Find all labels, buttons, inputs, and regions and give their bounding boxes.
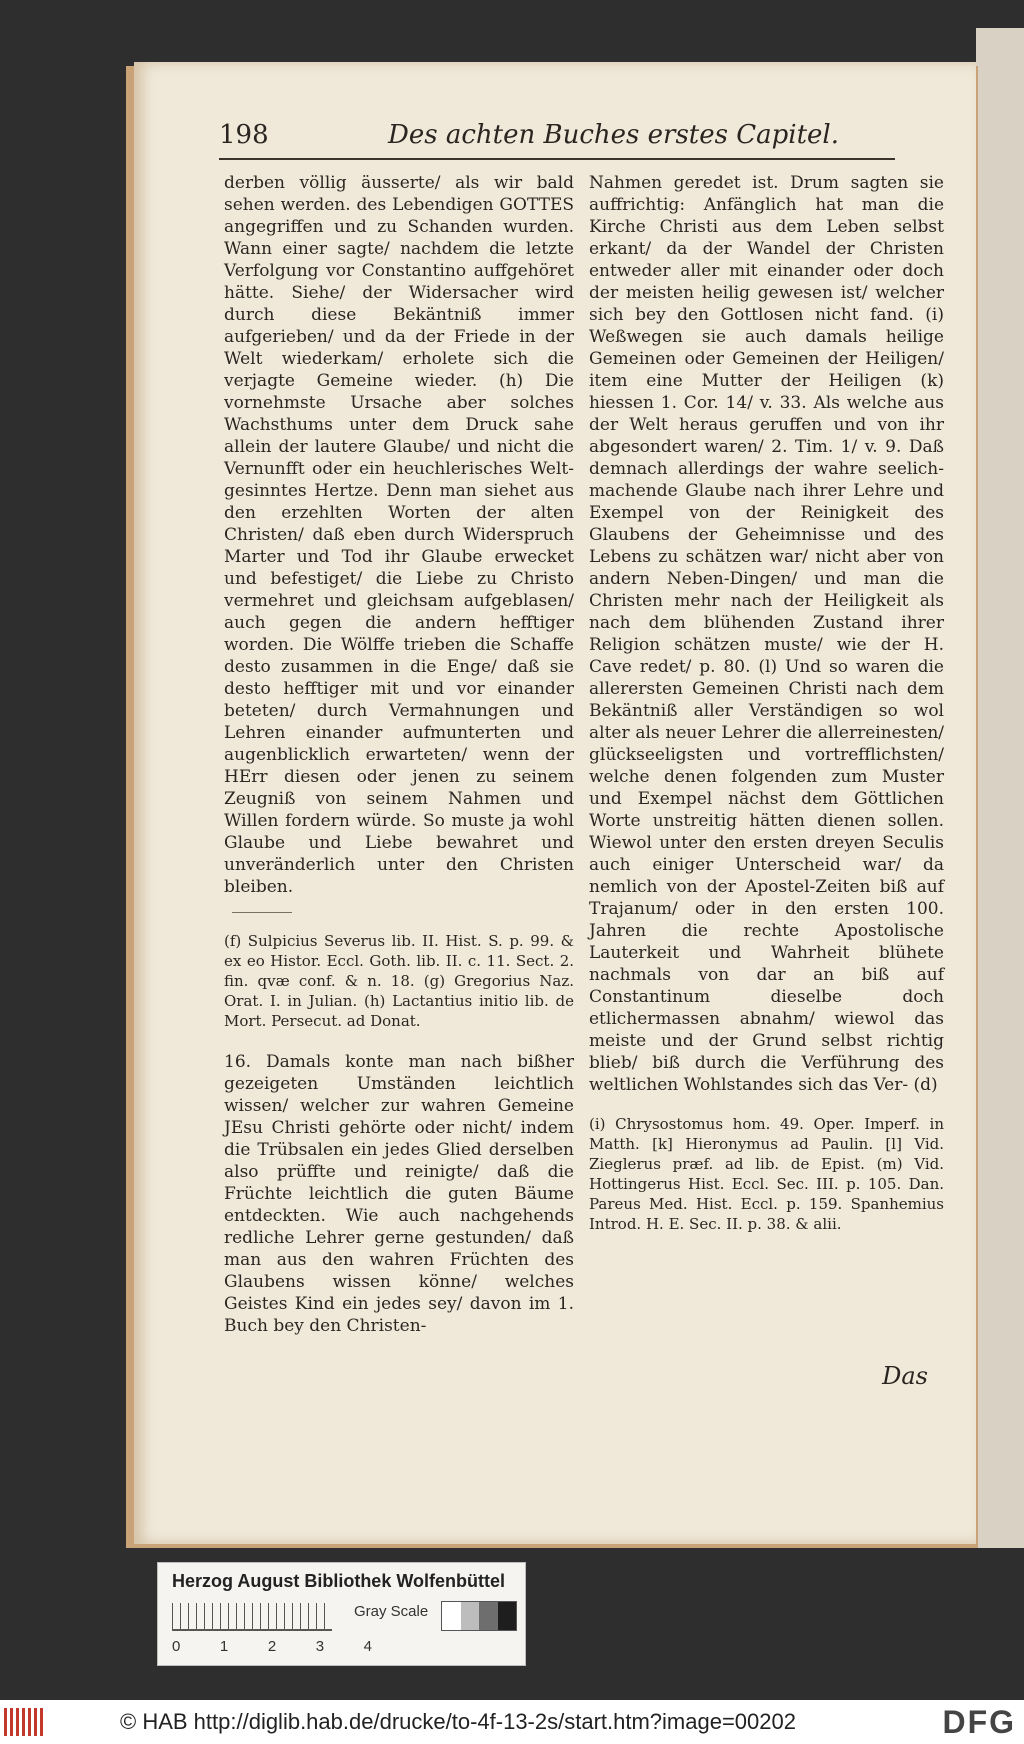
- gray-patch: [442, 1602, 461, 1630]
- ruler-number: 2: [267, 1638, 277, 1655]
- left-footnotes: (f) Sulpicius Severus lib. II. Hist. S. p. 99. & ex eo Histor. Eccl. Goth. lib. II. c. 11. Sect. 2. fin. qvæ conf. & n. 18. (g) Gregorius Naz. Orat. I. in Julian. (h) Lactantius initio lib. de Mort. Persecut. ad Donat.: [224, 932, 574, 1030]
- right-paragraph-1: Nahmen geredet ist. Drum sagten sie auffrichtig: Anfänglich hat man die Kirche Christi aus dem Leben selbst erkant/ da der Wandel der Christen entweder aller mit einander oder doch der meisten heilig gewesen ist/ welcher sich bey den Gottlosen nicht fand. (i) Weßwegen sie auch damals heilige Gemeinen oder Gemeinen der Heiligen/ item eine Mutter der Heiligen (k) hiessen 1. Cor. 14/ v. 33. Als welche aus der Welt heraus geruffen und von ihr abgesondert waren/ 2. Tim. 1/ v. 9. Daß demnach allerdings der wahre seelich-machende Glaube nach ihrer Lehre und Exempel von der Reinigkeit des Glaubens der Geheimnisse und des Lebens zu schätzen war/ nicht aber von andern Neben-Dingen/ und man die Christen mehr nach der Heiligkeit als nach dem blühenden Zustand ihrer Religion schätzen muste/ wie der H. Cave redet/ p. 80. (l) Und so waren die allerersten Gemeinen Christi nach dem Bekäntniß aller Verständigen so wol alter als neuer Lehrer die allerreinesten/ glückseeligsten und vortrefflichsten/ welche denen folgenden zum Muster und Exempel nächst dem Göttlichen Worte unstreitig hätten dienen sollen. Wiewol unter den ersten dreyen Seculis auch einiger Unterscheid war/ da nemlich von der Apostel-Zeiten biß auf Trajanum/ oder in den ersten 100. Jahren die rechte Apostolische Lauterkeit und Wahrheit blühete nachmals von dar an biß auf Constantinum dieselbe doch etlichermassen abnahm/ wiewol das meiste und der Grund selbst richtig blieb/ biß durch die Verführung des weltlichen Wohlstandes sich das Ver- (d): [589, 173, 944, 1095]
- footer-bar: [0, 1700, 1024, 1744]
- footer-url-text[interactable]: © HAB http://diglib.hab.de/drucke/to-4f-13-2s/start.htm?image=00202: [120, 1709, 796, 1734]
- ruler-numbers: [172, 1638, 372, 1655]
- page-header: [219, 120, 839, 160]
- gray-patch: [498, 1602, 517, 1630]
- color-calibration-card: [157, 1562, 526, 1666]
- ruler-number: 4: [363, 1638, 372, 1655]
- gray-scale-patches: [441, 1601, 517, 1631]
- card-title: Herzog August Bibliothek Wolfenbüttel: [172, 1571, 505, 1591]
- ruler-number: 0: [172, 1638, 181, 1655]
- right-footnotes: (i) Chrysostomus hom. 49. Oper. Imperf. in Matth. [k] Hieronymus ad Paulin. [l] Vid. Zieglerus præf. ad lib. de Epist. (m) Vid. Hottingerus Hist. Eccl. Sec. III. p. 105. Dan. Pareus Med. Hist. Eccl. p. 159. Spanhemius Introd. H. E. Sec. II. p. 38. & alii.: [589, 1115, 944, 1233]
- right-column: [589, 172, 944, 1234]
- book-page: [134, 62, 976, 1544]
- gray-patch: [461, 1602, 480, 1630]
- left-paragraph-2: 16. Damals konte man nach bißher gezeigeten Umständen leichtlich wissen/ welcher zur wahren Gemeine JEsu Christi gehörte oder nicht/ indem die Trübsalen ein jedes Glied derselben also prüffte und reinigte/ daß die Früchte leichtlich die guten Bäume entdeckten. Wie auch nachgehends redliche Lehrer gerne gestunden/ daß man aus den wahren Früchten des Glaubens wissen könne/ welches Geistes Kind ein jedes sey/ davon im 1. Buch bey den Christen-: [224, 1052, 574, 1336]
- ruler-number: 3: [315, 1638, 325, 1655]
- ruler-number: 1: [219, 1638, 229, 1655]
- catchword: Das: [882, 1362, 928, 1390]
- running-head: Des achten Buches erstes Capitel.: [387, 120, 839, 150]
- left-column: [224, 172, 574, 1337]
- ruler-scale: [172, 1603, 332, 1631]
- gray-scale-label: Gray Scale: [354, 1603, 429, 1620]
- dfg-logo: DFG: [942, 1704, 1016, 1740]
- gray-patch: [479, 1602, 498, 1630]
- hab-logo-icon: [4, 1708, 44, 1736]
- left-paragraph-1: derben völlig äusserte/ als wir bald sehen werden. des Lebendigen GOTTES angegriffen und zu Schanden wurden. Wann einer sagte/ nachdem die letzte Verfolgung vor Constantino auffgehöret hätte. Siehe/ der Widersacher wird durch diese Bekäntniß immer aufgerieben/ und da der Friede in der Welt wiederkam/ erholete sich die verjagte Gemeine wieder. (h) Die vornehmste Ursache aber solches Wachsthums unter dem Druck sahe allein der lautere Glaube/ und nicht die Vernunfft oder ein heuchlerisches Welt-gesinntes Hertze. Denn man siehet aus den erzehlten Worten der alten Christen/ daß eben durch Widerspruch Marter und Tod ihr Glaube erwecket und befestiget/ die Liebe zu Christo vermehret und gleichsam aufgeblasen/ auch gegen die andern hefftiger worden. Die Wölffe trieben die Schaffe desto zusammen in die Enge/ daß sie desto hefftiger mit und vor einander beteten/ durch Vermahnungen und Lehren einander aufmunterten und augenblicklich erwarteten/ wenn der HErr diesen oder jenen zu seinem Zeugniß von seinem Nahmen und Willen fordern würde. So muste ja wohl Glaube und Liebe bewahret und unveränderlich unter den Christen bleiben.: [224, 173, 574, 897]
- footnote-rule: [232, 912, 292, 913]
- header-rule: [219, 158, 895, 160]
- next-page-edge: [976, 28, 1024, 1548]
- page-number: 198: [219, 120, 269, 150]
